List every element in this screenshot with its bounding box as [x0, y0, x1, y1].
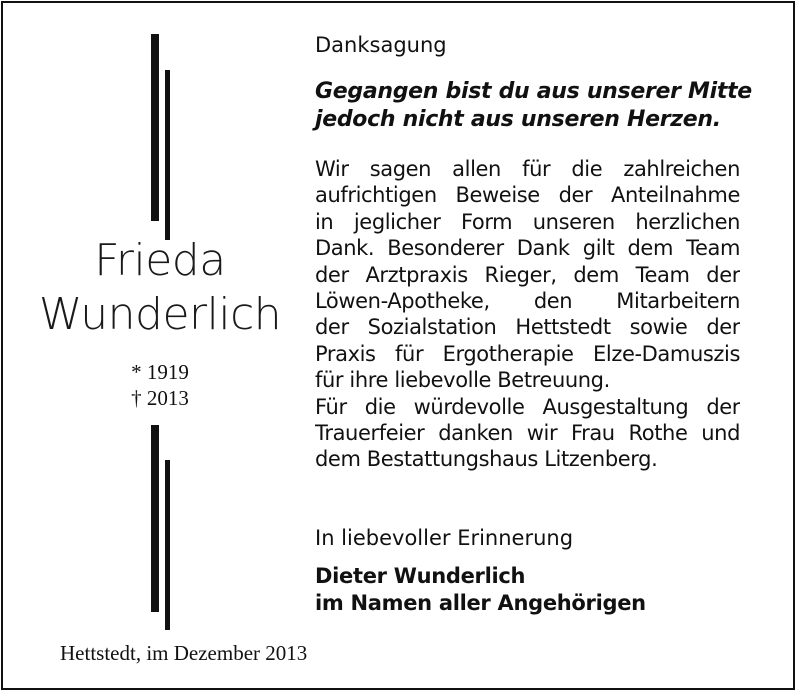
thanks-text-line: Für die würdevolle Ausgestaltung der	[315, 394, 740, 419]
place-and-date: Hettstedt, im Dezember 2013	[60, 641, 308, 665]
thanks-text-line: dem Bestattungshaus Litzenberg.	[315, 447, 658, 472]
thanks-text-line: Wir sagen allen für die zahlreichen	[315, 157, 740, 181]
signers	[315, 563, 646, 617]
thanks-text-line: Dank. Besonderer Dank gilt dem Team	[315, 236, 740, 261]
decorative-bar-top-thin	[165, 70, 170, 240]
signer-name: Dieter Wunderlich	[315, 564, 526, 588]
deceased-last-name: Wunderlich	[38, 289, 282, 340]
signer-note: im Namen aller Angehörigen	[315, 591, 646, 615]
decorative-bar-top-thick	[151, 34, 159, 221]
thanks-text-line: für ihre liebevolle Betreuung.	[315, 368, 610, 393]
thanks-text-line: der Sozialstation Hettstedt sowie der	[315, 315, 740, 340]
thanks-text-line: Trauerfeier danken wir Frau Rothe und	[315, 421, 740, 446]
thanks-text-line: Praxis für Ergotherapie Elze-Damuszis	[315, 341, 740, 366]
closing-phrase: In liebevoller Erinnerung	[315, 526, 574, 550]
deceased-first-name: Frieda	[94, 235, 226, 286]
motto	[315, 78, 755, 134]
thanks-text-line: der Arztpraxis Rieger, dem Team der	[315, 262, 740, 287]
motto-line: jedoch nicht aus unseren Herzen.	[315, 107, 721, 132]
decorative-bar-bottom-thick	[151, 425, 159, 612]
thanks-text-line: aufrichtigen Beweise der Anteilnahme	[315, 183, 740, 208]
thanks-text	[315, 156, 740, 473]
decorative-bar-bottom-thin	[165, 460, 170, 630]
thanks-text-line: in jeglicher Form unseren herzlichen	[315, 209, 740, 234]
thanks-text-line: Löwen-Apotheke, den Mitarbeitern	[315, 289, 740, 314]
motto-line: Gegangen bist du aus unserer Mitte	[315, 79, 752, 104]
death-year: † 2013	[131, 386, 189, 410]
birth-year: * 1919	[131, 360, 189, 384]
notice-heading: Danksagung	[315, 33, 447, 57]
